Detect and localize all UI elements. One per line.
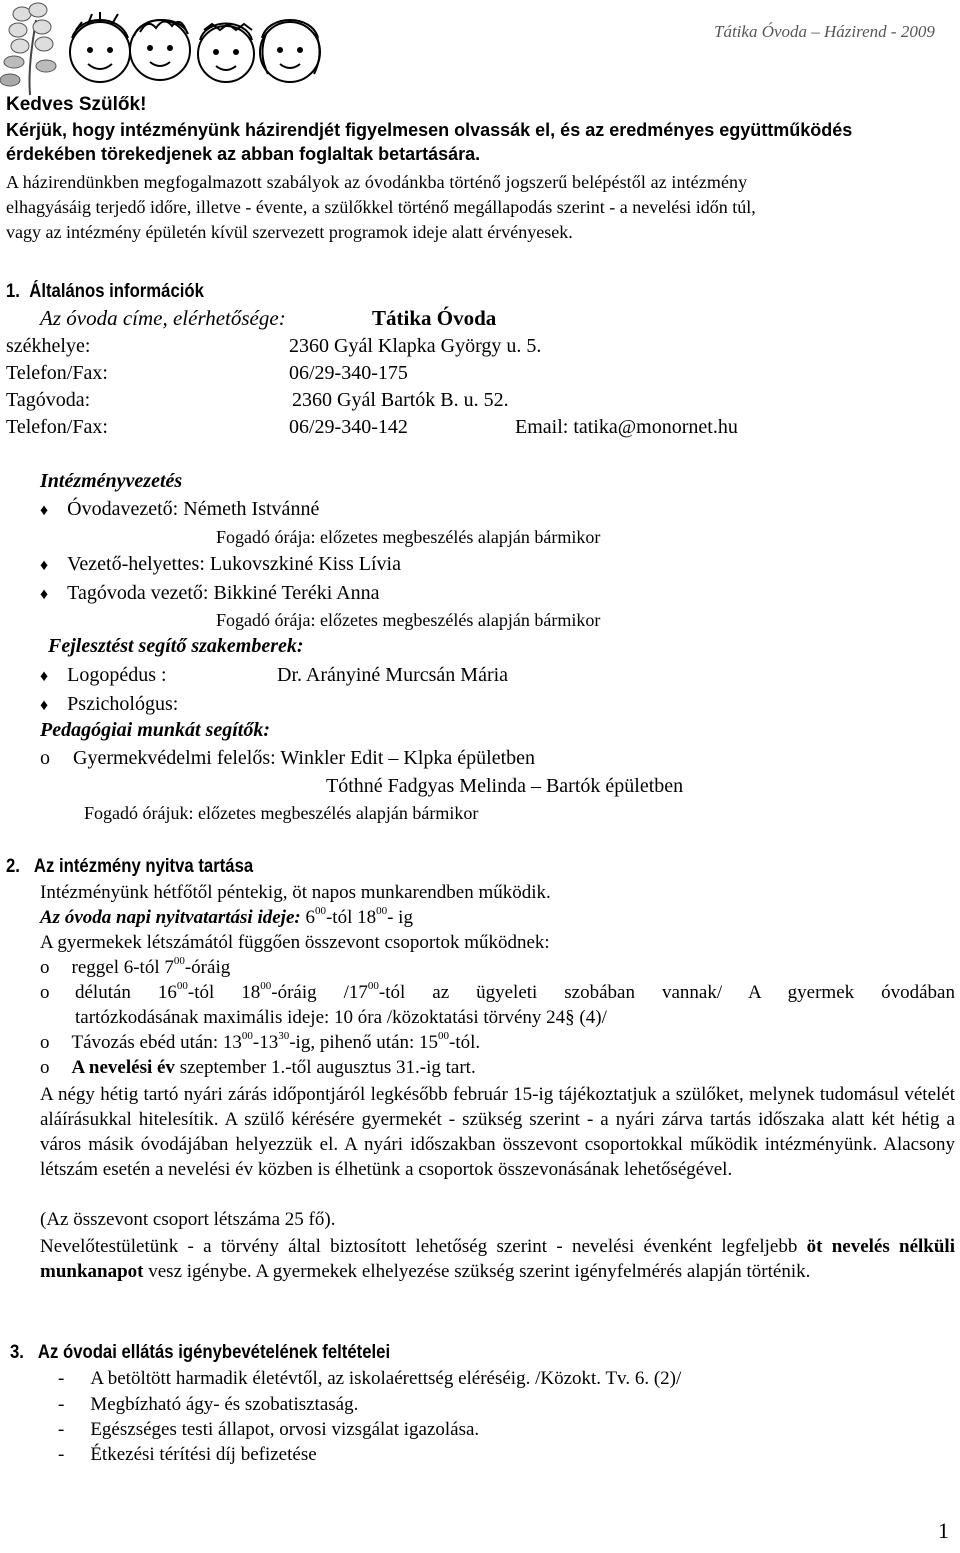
staff-days-text-c: vesz igénybe. A gyermekek elhelyezése szükség szerint igényfelmérés alapján történik. [143,1261,811,1282]
condition-text: Megbízható ágy- és szobatisztaság. [90,1394,359,1415]
child-protection-line [40,747,535,770]
psychologist-line [40,693,178,716]
dash-bullet: - [58,1419,65,1440]
phone2-label: Telefon/Fax: [6,416,108,438]
section-3-number: 3. [10,1342,24,1363]
diamond-bullet-icon: ♦ [40,502,49,519]
schedule-item-4 [40,1057,476,1079]
phone1-label: Telefon/Fax: [6,362,108,384]
section-1-number: 1. [6,281,20,302]
office-hours-3: Fogadó órájuk: előzetes megbeszélés alapján bármikor [84,803,479,823]
address-label: Az óvoda címe, elérhetősége: [40,306,286,330]
seat-label: székhelye: [6,335,91,357]
intro-paragraph-line-2: elhagyásáig terjedő időre, illetve - évente, a szülőkkel történő megállapodás szerint - a nevelési időn túl, [6,197,756,217]
condition-item [58,1419,479,1441]
schedule-item-2-line-2: tartózkodásának maximális ideje: 10 óra /közoktatási törvény 24§ (4)/ [75,1007,607,1028]
branch-value: 2360 Gyál Bartók B. u. 52. [292,389,509,411]
deputy-line [40,553,401,576]
phone1-value: 06/29-340-175 [289,362,408,384]
condition-text: Egészséges testi állapot, orvosi vizsgálat igazolása. [90,1419,480,1440]
schedule-item-2-bullet: o [40,982,50,1003]
circle-bullet: o [40,1032,50,1053]
section-2-title: Az intézmény nyitva tartása [33,856,254,877]
psychologist-label: Pszichológus: [67,693,179,715]
section-2-number: 2. [6,856,20,877]
dash-bullet: - [58,1368,65,1389]
opening-hours-label: Az óvoda napi nyitvatartási ideje: [40,907,301,928]
diamond-bullet-icon: ♦ [40,586,49,603]
speech-name: Dr. Arányiné Murcsán Mária [277,664,509,686]
speech-label: Logopédus : [67,664,167,686]
condition-item [58,1368,681,1390]
lunch-label: Távozás ebéd után: [71,1032,219,1053]
diamond-bullet-icon: ♦ [40,557,49,574]
deputy-text: Vezető-helyettes: Lukovszkiné Kiss Lívia [67,553,401,575]
staff-days-paragraph [40,1234,955,1284]
section-3-title: Az óvodai ellátás igénybevételének feltételei [37,1342,391,1363]
staff-days-text-a: Nevelőtestületünk - a törvény által biztosított lehetőség szerint - nevelési évenként legfeljebb [40,1236,807,1257]
dash-bullet: - [58,1444,65,1465]
head-name: Németh Istvánné [183,498,320,520]
office-hours-1: Fogadó órája: előzetes megbeszélés alapján bármikor [216,527,601,547]
dash-bullet: - [58,1394,65,1415]
helpers-title: Pedagógiai munkát segítők: [40,719,270,741]
opening-hours-line: Az óvoda napi nyitvatartási ideje: $6^{00}$-tól $18^{00}-$ ig [40,905,413,928]
schedule-item-2-line-1: délután $16^{00}$-tól $18^{00}$-óráig $/17^{00}$-tól az ügyeleti szobában vannak/ A gyermek óvodában [75,980,955,1003]
speech-therapist-line [40,664,167,687]
section-2-heading [6,856,253,878]
kindergarten-name: Tátika Óvoda [372,306,497,330]
staff-days-text-b: öt nevelés nélküli munkanapot [40,1236,955,1282]
seat-value: 2360 Gyál Klapka György u. 5. [289,335,542,357]
circle-bullet: o [40,1057,50,1078]
condition-text: Étkezési térítési díj befizetése [90,1444,317,1465]
school-year-value: szeptember 1.-től augusztus 31.-ig tart. [174,1057,476,1078]
child-protection-line-2: Tóthné Fadgyas Melinda – Bartók épületben [326,775,684,797]
page-number: 1 [938,1518,949,1543]
diamond-bullet-icon: ♦ [40,668,49,685]
management-title: Intézményvezetés [40,470,183,492]
greeting: Kedves Szülők! [6,94,147,115]
schedule-item-3: o Távozás ebéd után: $13^{00}-13^{30}-ig$, pihenő után: $15^{00}$-tól. [40,1030,481,1053]
branch-head-text: Tagóvoda vezető: Bikkiné Teréki Anna [67,582,380,604]
schedule-item-1: o reggel 6-tól $7^{00}$-óráig [40,955,231,978]
head-label: Óvodavezető: [67,498,184,520]
section-1-title: Általános információk [29,281,204,302]
circle-bullet: o [40,747,50,769]
diamond-bullet-icon: ♦ [40,697,49,714]
school-year-label: A nevelési év [71,1057,175,1078]
head-line [40,498,319,521]
request-line-1: Kérjük, hogy intézményünk házirendjét figyelmesen olvassák el, és az eredményes együttműködés [6,120,853,140]
phone2-value: 06/29-340-142 [289,416,408,438]
email-address: Email: tatika@monornet.hu [515,416,738,438]
intro-paragraph-line-1: A házirendünkben megfogalmazott szabályok az óvodánkba történő jogszerű belépéstől az intézmény [6,172,748,192]
merged-group-size: (Az összevont csoport létszáma 25 fő). [40,1209,336,1230]
condition-item [58,1394,358,1416]
request-line-2: érdekében törekedjenek az abban foglaltak betartására. [6,144,481,164]
circle-bullet: o [40,957,50,978]
condition-text: A betöltött harmadik életévtől, az iskolaérettség eléréséig. /Közokt. Tv. 6. (2)/ [90,1368,682,1389]
experts-title: Fejlesztést segítő szakemberek: [48,635,304,657]
branch-label: Tagóvoda: [6,389,91,411]
condition-item [58,1444,317,1466]
intro-paragraph-line-3: vagy az intézmény épületén kívül szervezett programok ideje alatt érvényesek. [6,222,573,242]
section-3-heading [10,1342,390,1364]
children-faces-icon [0,0,340,96]
office-hours-2: Fogadó órája: előzetes megbeszélés alapján bármikor [216,610,601,630]
child-protection-text: Gyermekvédelmi felelős: Winkler Edit – Klpka épületben [73,747,536,769]
opening-line-1: Intézményünk hétfőtől péntekig, öt napos munkarendben működik. [40,882,551,903]
section-1-heading [6,281,204,303]
kindergarten-logo [0,0,340,96]
running-header: Tátika Óvoda – Házirend - 2009 [714,22,935,41]
branch-head-line [40,582,379,605]
groups-line: A gyermekek létszámától függően összevont csoportok működnek: [40,932,550,953]
summer-closure-paragraph: A négy hétig tartó nyári zárás időpontjáról legkésőbb február 15-ig tájékoztatjuk a szülőket, melynek tudomásul vételét aláírásukkal hitelesítik. A szülő kérésére gyermekét - szükség szerint - a nyári zárva tartás időszaka alatt két hétig a város másik óvodájában helyezzük el. A nyári időszakban összevont csoportokkal működik intézményünk. Alacsony létszám esetén a nevelési év közben is élhetünk a csoportok összevonásának lehetőségével. [40,1084,955,1180]
